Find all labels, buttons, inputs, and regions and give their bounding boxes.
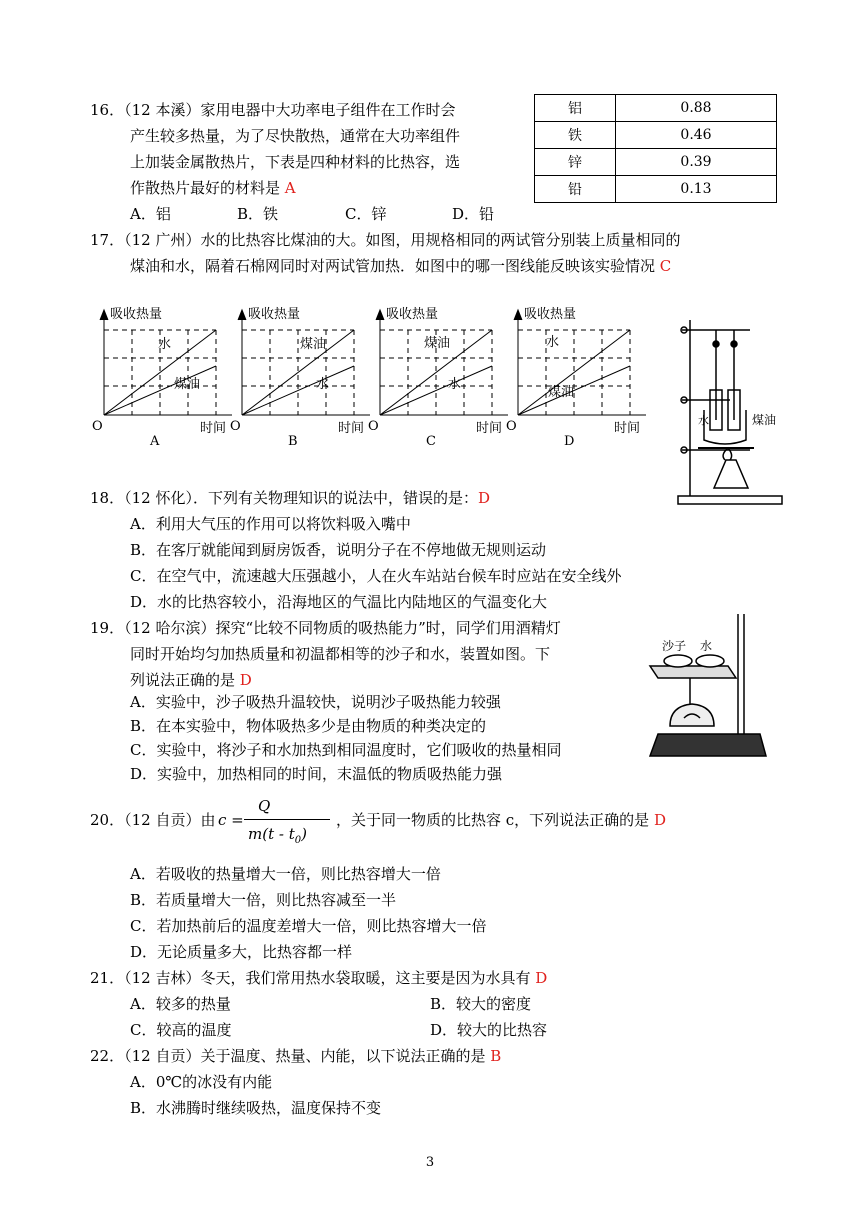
q18-option-a: A．利用大气压的作用可以将饮料吸入嘴中 [130,515,411,533]
q22-option-a: A．0℃的冰没有内能 [130,1073,273,1091]
q16-line-3: 上加装金属散热片，下表是四种材料的比热容，选 [130,153,461,171]
q20-option-c: C．若加热前后的温度差增大一倍，则比热容增大一倍 [130,917,487,935]
q20-formula-lhs: c = [218,811,244,829]
graph-a-letter: A [150,434,160,449]
q19-option-c: C．实验中，将沙子和水加热到相同温度时，它们吸收的热量相同 [130,741,562,759]
graph-b-ylabel: 吸收热量 [248,307,301,322]
graph-c-origin: O [368,419,379,434]
graph-c-letter: C [426,434,436,449]
graph-a-origin: O [92,419,103,434]
graph-d-xlabel: 时间 [614,421,641,436]
q16-option-a: A．铝 [130,205,171,223]
q16-line-1: 16．（12 本溪）家用电器中大功率电子组件在工作时会 [90,101,456,119]
graph-c-steep-label: 煤油 [424,336,451,351]
q16-option-c: C．锌 [345,205,387,223]
q22-answer: B [490,1047,502,1065]
q17-answer: C [659,257,672,275]
graph-d-origin: O [506,419,517,434]
q20-fraction-bar [244,819,330,820]
graph-b-letter: B [288,434,298,449]
figure-water-label: 水 [700,639,713,653]
q21-stem: 21．（12 吉林）冬天，我们常用热水袋取暖，这主要是因为水具有 D [90,969,548,987]
q20-formula-denominator: $m(t - t_0)$ [248,825,307,846]
q16-option-d: D．铅 [452,205,495,223]
q18-stem: 18．（12 怀化）．下列有关物理知识的说法中，错误的是：D [90,489,490,507]
q19-option-a: A．实验中，沙子吸热升温较快，说明沙子吸热能力较强 [130,693,501,711]
graph-d-shallow-label: 煤油 [548,385,575,400]
q19-option-b: B．在本实验中，物体吸热多少是由物质的种类决定的 [130,717,487,735]
graph-b-origin: O [230,419,241,434]
q19-option-d: D．实验中，加热相同的时间，末温低的物质吸热能力强 [130,765,503,783]
table-row: 铅 0.13 [535,176,777,203]
q19-answer: D [239,671,252,689]
q20-option-d: D．无论质量多大，比热容都一样 [130,943,353,961]
graph-a-steep-label: 水 [158,337,172,352]
graph-a [92,300,242,450]
sand-water-apparatus-illustration [640,606,790,770]
graph-c-ylabel: 吸收热量 [386,307,439,322]
q16-option-b: B．铁 [237,205,279,223]
graph-a-shallow-label: 煤油 [174,377,201,392]
q20-answer: D [653,811,666,829]
graph-c [368,300,518,450]
q19-line-3: 列说法正确的是 D [130,671,252,689]
graph-c-xlabel: 时间 [476,421,503,436]
graph-c-shallow-label: 水 [448,377,462,392]
q16-line-4: 作散热片最好的材料是 A [130,179,296,197]
q18-answer: D [477,489,490,507]
q21-option-b: B．较大的密度 [430,995,532,1013]
q21-option-d: D．较大的比热容 [430,1021,548,1039]
table-row: 铁 0.46 [535,122,777,149]
page-number: 3 [425,1155,435,1170]
q19-line-2: 同时开始均匀加热质量和初温都相等的沙子和水，装置如图。下 [130,645,551,663]
test-tube-apparatus-illustration [670,310,790,515]
table-row: 锌 0.39 [535,149,777,176]
q21-answer: D [535,969,548,987]
graph-b-shallow-label: 水 [316,377,330,392]
graph-b-steep-label: 煤油 [300,337,327,352]
graph-b-xlabel: 时间 [338,421,365,436]
q22-option-b: B．水沸腾时继续吸热，温度保持不变 [130,1099,382,1117]
graph-d-steep-label: 水 [546,335,560,350]
graph-d-ylabel: 吸收热量 [524,307,577,322]
q18-option-d: D．水的比热容较小，沿海地区的气温比内陆地区的气温变化大 [130,593,548,611]
q20-option-b: B．若质量增大一倍，则比热容减至一半 [130,891,397,909]
graph-b [230,300,380,450]
figure-sand-label: 沙子 [662,639,687,653]
q16-answer: A [284,179,296,197]
graph-d-letter: D [564,434,575,449]
q18-option-c: C．在空气中，流速越大压强越小，人在火车站站台候车时应站在安全线外 [130,567,622,585]
q21-option-c: C．较高的温度 [130,1021,232,1039]
q17-line-2: 煤油和水，隔着石棉网同时对两试管加热．如图中的哪一图线能反映该实验情况 C [130,257,672,275]
q22-stem: 22．（12 自贡）关于温度、热量、内能，以下说法正确的是 B [90,1047,502,1065]
q16-line-2: 产生较多热量，为了尽快散热，通常在大功率组件 [130,127,461,145]
table-row: 铝 0.88 [535,95,777,122]
q21-option-a: A．较多的热量 [130,995,231,1013]
q17-line-1: 17．（12 广州）水的比热容比煤油的大。如图，用规格相同的两试管分别装上质量相同的 [90,231,681,249]
apparatus-water-label: 水 [698,414,709,427]
apparatus-kerosene-label: 煤油 [752,413,777,427]
graph-a-ylabel: 吸收热量 [110,307,163,322]
graph-a-xlabel: 时间 [200,421,227,436]
graph-d [506,300,656,450]
q20-prefix: 20．（12 自贡）由 [90,811,216,829]
specific-heat-table [534,94,777,203]
q20-formula-numerator: Q [258,797,271,815]
q20-stem: ，关于同一物质的比热容 c，下列说法正确的是 D [336,811,666,829]
q18-option-b: B．在客厅就能闻到厨房饭香，说明分子在不停地做无规则运动 [130,541,547,559]
q20-option-a: A．若吸收的热量增大一倍，则比热容增大一倍 [130,865,441,883]
q19-line-1: 19．（12 哈尔滨）探究“比较不同物质的吸热能力”时，同学们用酒精灯 [90,619,561,637]
